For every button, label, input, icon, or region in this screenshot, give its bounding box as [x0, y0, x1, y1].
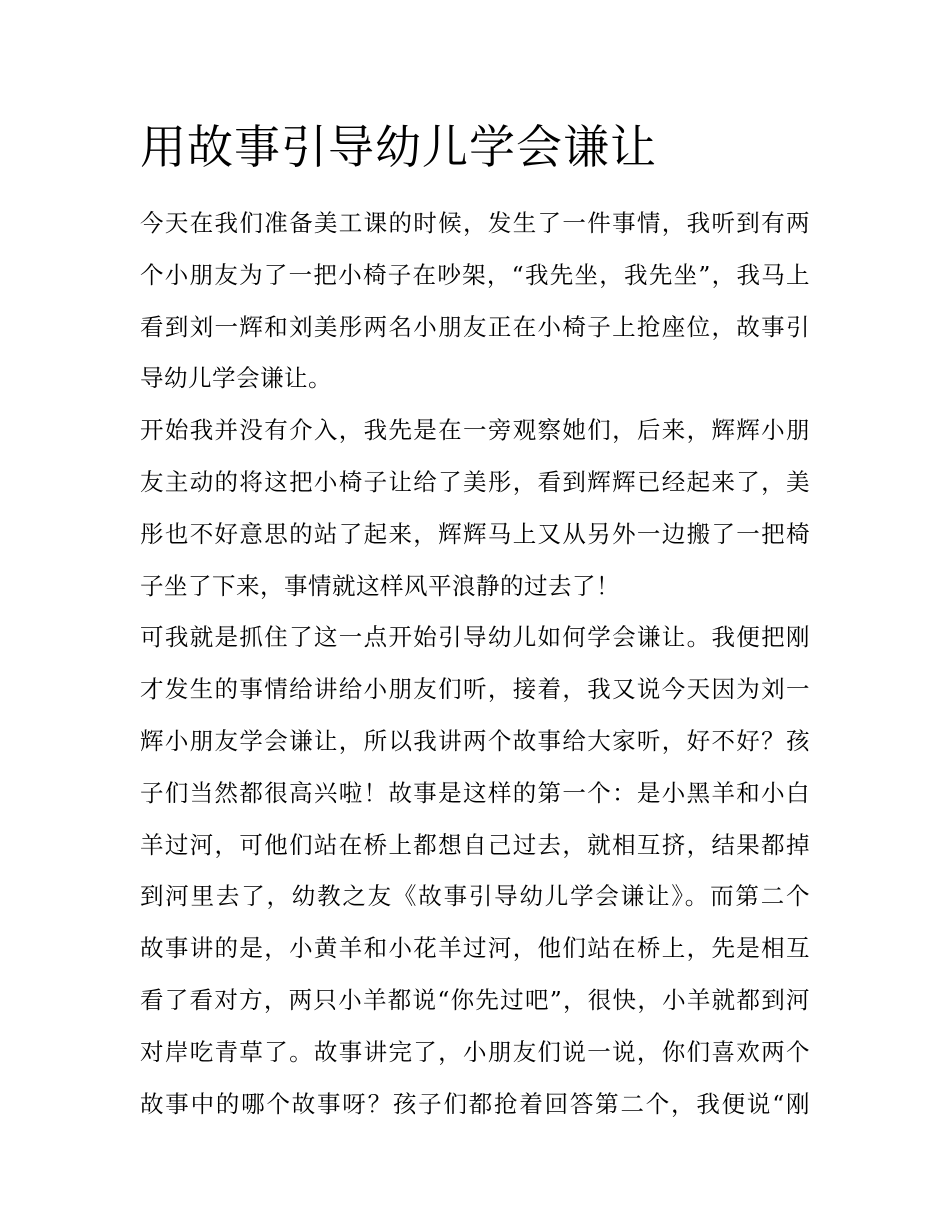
text-line: 故事中的哪个故事呀？孩子们都抢着回答第二个，我便说“刚: [140, 1089, 810, 1118]
text-line: 开始我并没有介入，我先是在一旁观察她们，后来，辉辉小朋: [140, 416, 810, 445]
text-line: 看到刘一辉和刘美彤两名小朋友正在小椅子上抢座位，故事引: [140, 312, 810, 341]
text-line: 对岸吃青草了。故事讲完了，小朋友们说一说，你们喜欢两个: [140, 1037, 810, 1066]
text-line: 羊过河，可他们站在桥上都想自己过去，就相互挤，结果都掉: [140, 830, 810, 859]
text-line: 个小朋友为了一把小椅子在吵架，“我先坐，我先坐”，我马上: [140, 260, 810, 289]
text-line: 辉小朋友学会谦让，所以我讲两个故事给大家听，好不好？孩: [140, 726, 810, 755]
text-line: 可我就是抓住了这一点开始引导幼儿如何学会谦让。我便把刚: [140, 623, 810, 652]
text-line: 才发生的事情给讲给小朋友们听，接着，我又说今天因为刘一: [140, 675, 810, 704]
text-line: 今天在我们准备美工课的时候，发生了一件事情，我听到有两: [140, 209, 810, 237]
document-title: 用故事引导幼儿学会谦让: [140, 120, 657, 174]
text-line: 彤也不好意思的站了起来，辉辉马上又从另外一边搬了一把椅: [140, 519, 810, 548]
text-line: 到河里去了，幼教之友《故事引导幼儿学会谦让》。而第二个: [140, 882, 810, 911]
text-line: 看了看对方，两只小羊都说“你先过吧”，很快，小羊就都到河: [140, 985, 810, 1014]
text-line: 故事讲的是，小黄羊和小花羊过河，他们站在桥上，先是相互: [140, 934, 810, 963]
text-line: 友主动的将这把小椅子让给了美彤，看到辉辉已经起来了，美: [140, 467, 810, 496]
text-line: 子坐了下来，事情就这样风平浪静的过去了！: [140, 571, 620, 600]
document-body: [140, 198, 810, 1130]
text-line: 导幼儿学会谦让。: [140, 364, 332, 393]
text-line: 子们当然都很高兴啦！故事是这样的第一个：是小黑羊和小白: [140, 778, 810, 807]
